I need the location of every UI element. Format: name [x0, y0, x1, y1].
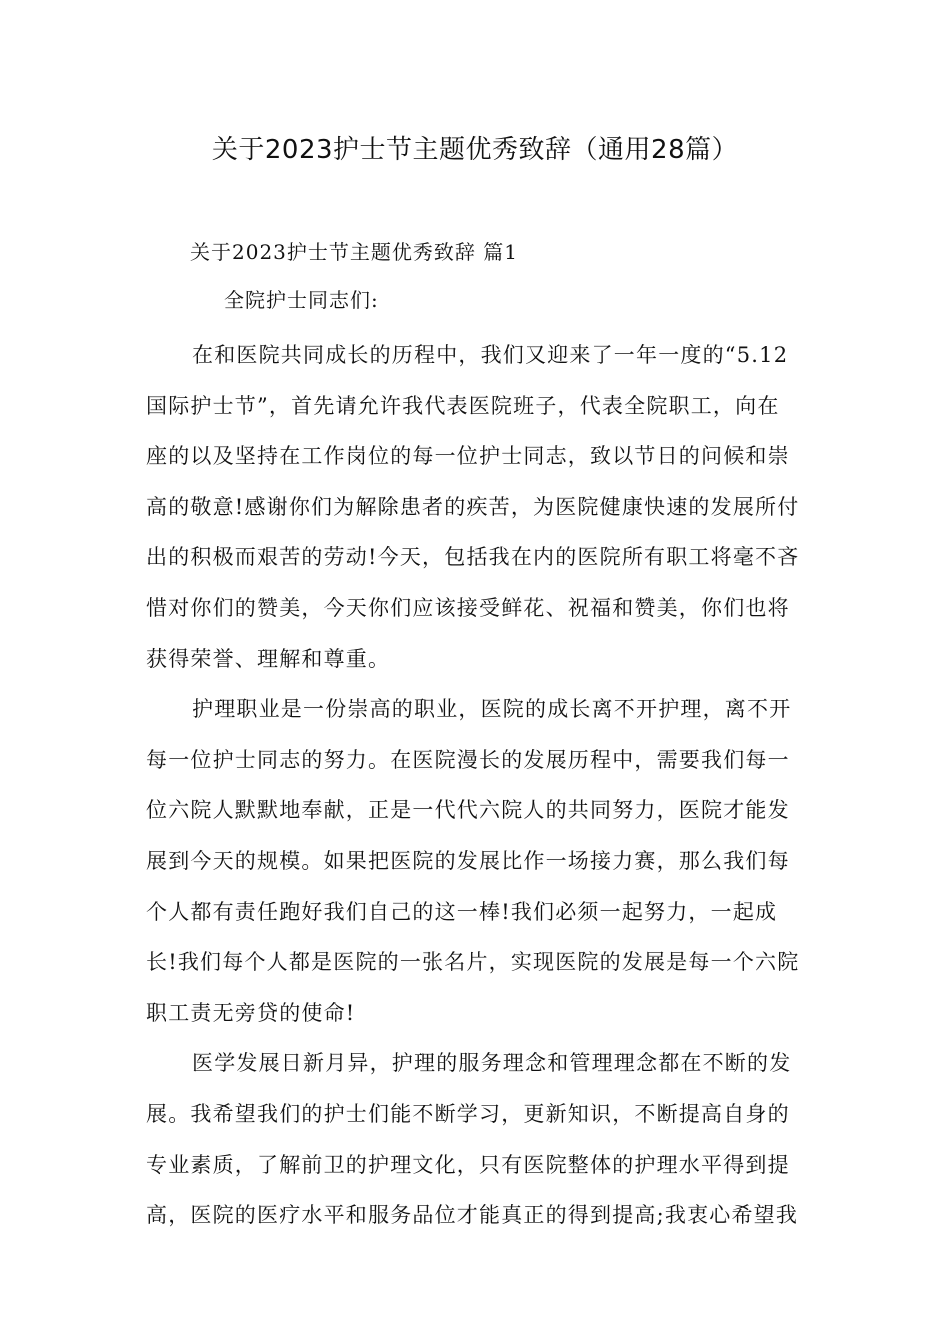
- text-line: 医学发展日新月异，护理的服务理念和管理理念都在不断的发: [192, 1051, 792, 1076]
- text-line: 惜对你们的赞美，今天你们应该接受鲜花、祝福和赞美，你们也将: [146, 595, 790, 620]
- salutation: 全院护士同志们:: [224, 288, 379, 312]
- section-heading: 关于2023护士节主题优秀致辞 篇1: [190, 240, 518, 264]
- text-line: 专业素质，了解前卫的护理文化，只有医院整体的护理水平得到提: [146, 1152, 790, 1177]
- text-line: 个人都有责任跑好我们自己的这一棒!我们必须一起努力，一起成: [146, 899, 778, 924]
- document-title: 关于2023护士节主题优秀致辞（通用28篇）: [211, 135, 739, 165]
- text-line: 护理职业是一份崇高的职业，医院的成长离不开护理，离不开: [192, 697, 792, 722]
- text-line: 在和医院共同成长的历程中，我们又迎来了一年一度的“5.12: [192, 343, 789, 367]
- text-line: 位六院人默默地奉献，正是一代代六院人的共同努力，医院才能发: [146, 798, 790, 823]
- text-line: 获得荣誉、理解和尊重。: [146, 646, 391, 671]
- paragraph: [146, 330, 806, 684]
- paragraph: [146, 684, 806, 1038]
- text-line: 每一位护士同志的努力。在医院漫长的发展历程中，需要我们每一: [146, 747, 790, 772]
- text-line: 展。我希望我们的护士们能不断学习，更新知识，不断提高自身的: [146, 1101, 790, 1126]
- paragraph: [146, 1038, 806, 1240]
- text-line: 职工责无旁贷的使命!: [146, 1000, 356, 1025]
- document-body: [146, 330, 806, 1241]
- text-line: 高的敬意!感谢你们为解除患者的疾苦，为医院健康快速的发展所付: [146, 494, 800, 519]
- text-line: 国际护士节”，首先请允许我代表医院班子，代表全院职工，向在: [146, 393, 780, 418]
- text-line: 出的积极而艰苦的劳动!今天，包括我在内的医院所有职工将毫不吝: [146, 545, 800, 570]
- text-line: 展到今天的规模。如果把医院的发展比作一场接力赛，那么我们每: [146, 848, 790, 873]
- text-line: 高，医院的医疗水平和服务品位才能真正的得到提高;我衷心希望我: [146, 1203, 799, 1228]
- text-line: 长!我们每个人都是医院的一张名片，实现医院的发展是每一个六院: [146, 950, 800, 975]
- text-line: 座的以及坚持在工作岗位的每一位护士同志，致以节日的问候和崇: [146, 444, 790, 469]
